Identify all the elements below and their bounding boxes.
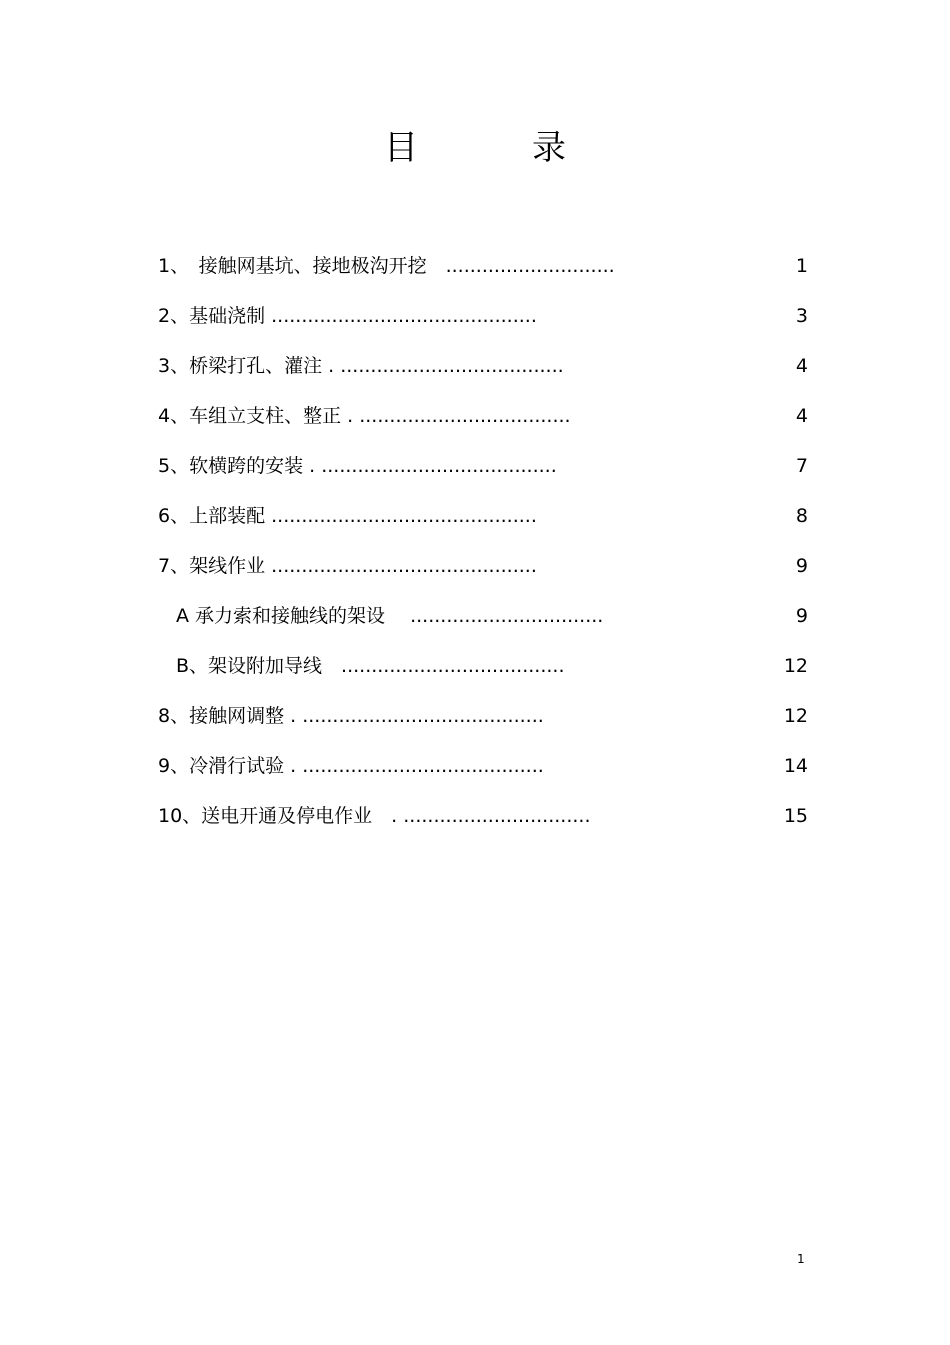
toc-entry-page: 7 xyxy=(795,455,808,477)
toc-entry-label: 9、冷滑行试验 . ........................................ xyxy=(158,755,544,777)
toc-entry-label: B、架设附加导线 ..................................... xyxy=(176,655,565,677)
toc-entry-label: 8、接触网调整 . ........................................ xyxy=(158,705,544,727)
toc-entry-page: 1 xyxy=(795,255,808,277)
toc-entry-5[interactable] xyxy=(158,448,808,498)
toc-entry-4[interactable] xyxy=(158,398,808,448)
toc-entry-page: 8 xyxy=(795,505,808,527)
toc-entry-label: 6、上部装配 ............................................ xyxy=(158,505,537,527)
toc-entry-8[interactable] xyxy=(158,698,808,748)
toc-entry-page: 12 xyxy=(783,705,808,727)
toc-entry-7b[interactable] xyxy=(158,648,808,698)
toc-entry-1[interactable] xyxy=(158,248,808,298)
toc-entry-page: 12 xyxy=(783,655,808,677)
toc-entry-page: 15 xyxy=(783,805,808,827)
toc-entry-label: 10、送电开通及停电作业 . ............................... xyxy=(158,805,591,827)
toc-entry-label: 3、桥梁打孔、灌注 . ..................................... xyxy=(158,355,564,377)
toc-entry-label: 1、 接触网基坑、接地极沟开挖 ............................ xyxy=(158,255,615,277)
toc-entry-9[interactable] xyxy=(158,748,808,798)
toc-entry-page: 3 xyxy=(795,305,808,327)
page-number: 1 xyxy=(797,1252,805,1266)
toc-entry-label: 5、软横跨的安装 . ....................................... xyxy=(158,455,557,477)
toc-entry-7[interactable] xyxy=(158,548,808,598)
toc-entry-page: 9 xyxy=(795,555,808,577)
toc-entry-label: 4、车组立支柱、整正 . ................................... xyxy=(158,405,571,427)
toc-entry-2[interactable] xyxy=(158,298,808,348)
toc-entry-label: 7、架线作业 ............................................ xyxy=(158,555,537,577)
table-of-contents xyxy=(158,248,808,848)
toc-entry-10[interactable] xyxy=(158,798,808,848)
toc-entry-7a[interactable] xyxy=(158,598,808,648)
toc-entry-3[interactable] xyxy=(158,348,808,398)
toc-entry-page: 14 xyxy=(783,755,808,777)
toc-entry-label: A 承力索和接触线的架设 ................................ xyxy=(176,605,604,627)
toc-entry-page: 4 xyxy=(795,355,808,377)
toc-entry-label: 2、基础浇制 ............................................ xyxy=(158,305,537,327)
toc-entry-page: 4 xyxy=(795,405,808,427)
page-title: 目 录 xyxy=(384,128,606,168)
toc-entry-page: 9 xyxy=(795,605,808,627)
toc-entry-6[interactable] xyxy=(158,498,808,548)
